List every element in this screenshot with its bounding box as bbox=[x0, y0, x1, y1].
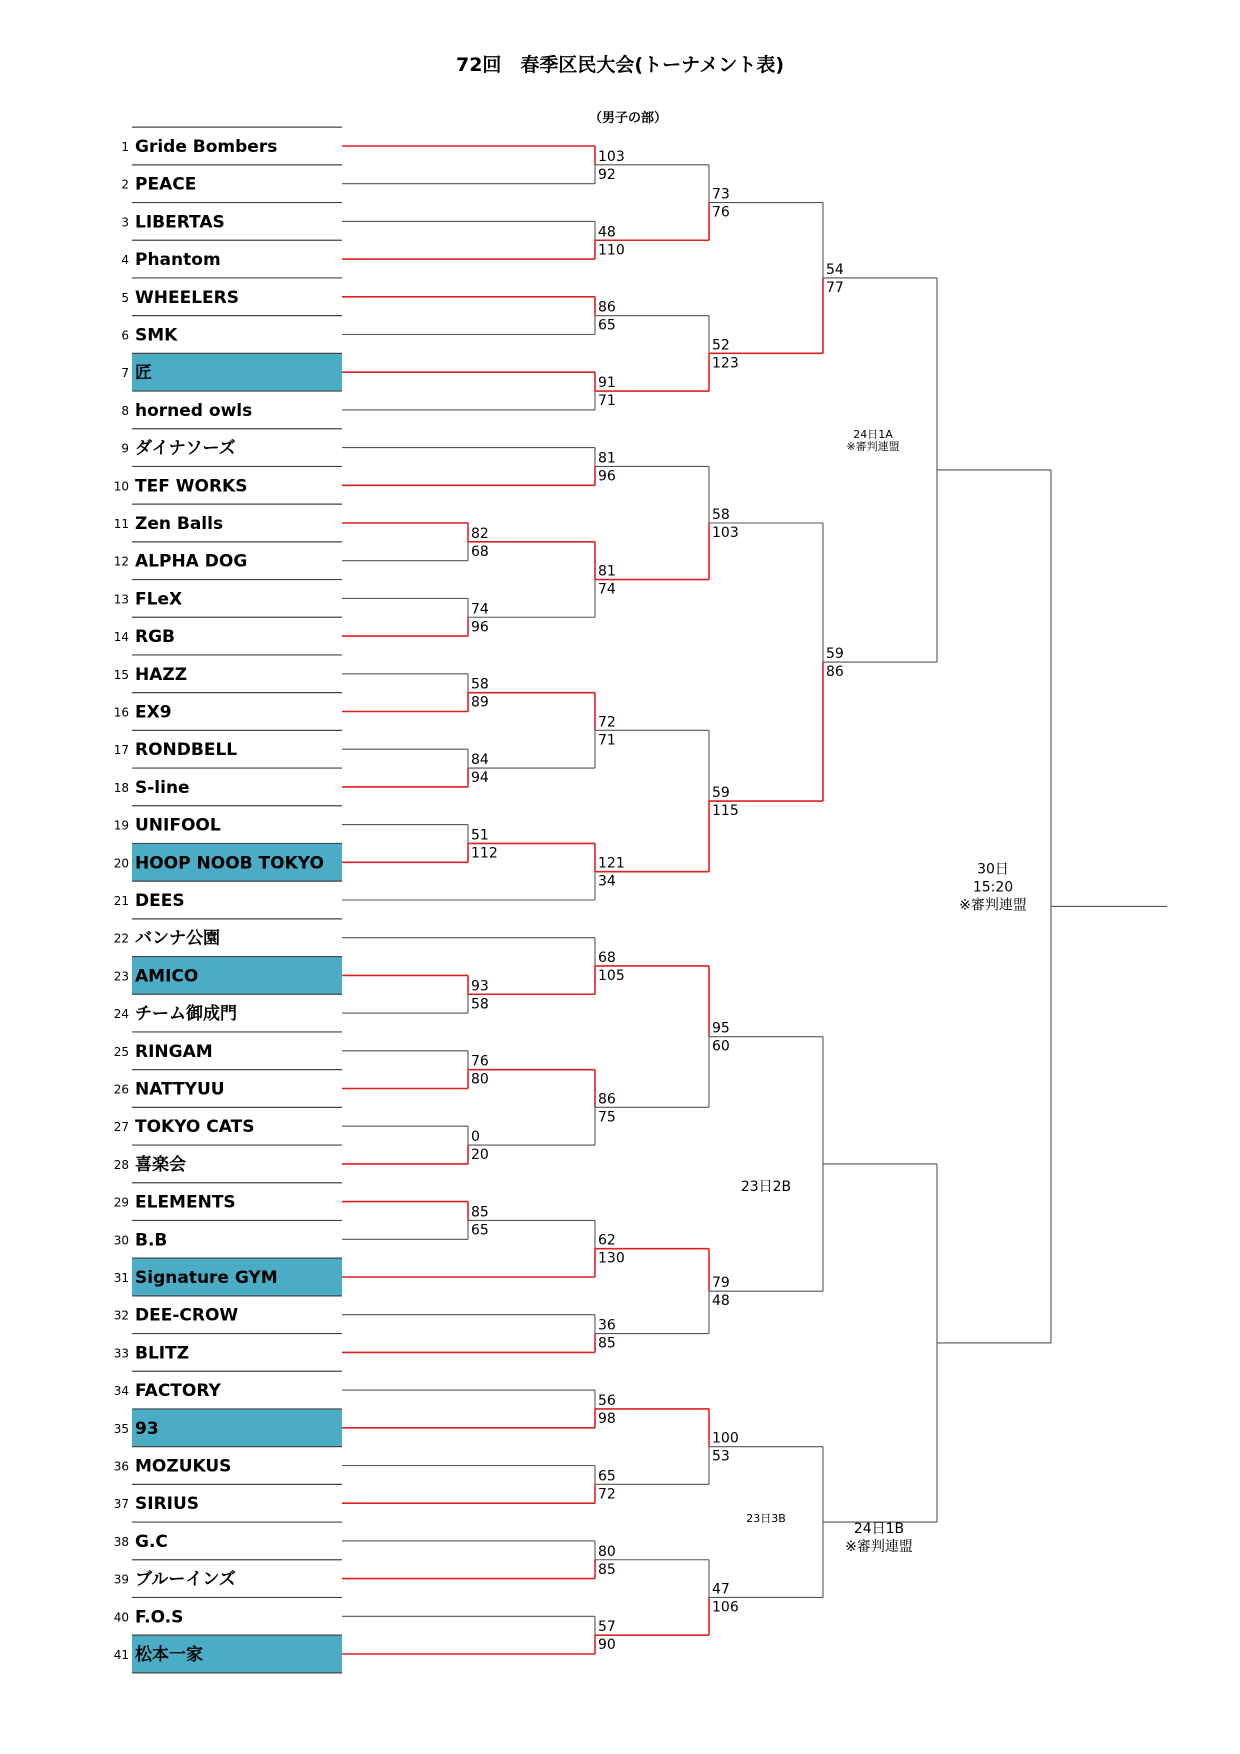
team-seed: 36 bbox=[113, 1459, 129, 1474]
team-name: NATTYUU bbox=[135, 1079, 225, 1100]
score-a: 81 bbox=[598, 450, 616, 467]
score-b: 89 bbox=[471, 694, 489, 711]
team-seed: 35 bbox=[113, 1421, 129, 1436]
team-name: G.C bbox=[135, 1531, 168, 1552]
team-seed: 9 bbox=[121, 441, 129, 456]
team-seed: 26 bbox=[113, 1082, 129, 1097]
team-seed: 40 bbox=[113, 1610, 129, 1625]
score-a: 48 bbox=[598, 224, 616, 241]
team-seed: 22 bbox=[113, 931, 129, 946]
team-seed: 4 bbox=[121, 253, 129, 268]
team-seed: 12 bbox=[113, 554, 129, 569]
team-name: LIBERTAS bbox=[135, 212, 225, 233]
score-b: 20 bbox=[471, 1147, 489, 1164]
score-a: 81 bbox=[598, 563, 616, 580]
score-b: 75 bbox=[598, 1109, 616, 1126]
team-name: FLeX bbox=[135, 589, 183, 610]
team-name: AMICO bbox=[135, 966, 199, 987]
score-a: 91 bbox=[598, 375, 616, 392]
schedule-note: ※審判連盟 bbox=[846, 439, 900, 453]
score-b: 123 bbox=[712, 355, 739, 372]
team-seed: 41 bbox=[113, 1648, 129, 1662]
team-name: Gride Bombers bbox=[135, 137, 278, 157]
score-b: 71 bbox=[598, 393, 616, 410]
score-b: 76 bbox=[712, 204, 730, 221]
team-name: Zen Balls bbox=[135, 514, 224, 534]
team-name: ダイナソーズ bbox=[135, 438, 236, 459]
team-name: 松本一家 bbox=[135, 1645, 203, 1665]
team-name: F.O.S bbox=[135, 1607, 184, 1628]
score-b: 103 bbox=[712, 525, 739, 541]
schedule-note: 15:20 bbox=[972, 879, 1014, 896]
team-seed: 25 bbox=[113, 1044, 129, 1059]
team-name: チーム御成門 bbox=[135, 1004, 237, 1025]
score-b: 105 bbox=[598, 967, 625, 984]
score-a: 0 bbox=[471, 1129, 480, 1146]
team-seed: 18 bbox=[113, 780, 129, 795]
score-b: 86 bbox=[826, 664, 844, 681]
team-seed: 29 bbox=[113, 1195, 129, 1210]
score-b: 115 bbox=[712, 803, 739, 820]
team-name: UNIFOOL bbox=[135, 815, 221, 836]
team-name: TOKYO CATS bbox=[135, 1117, 255, 1138]
team-name: PEACE bbox=[135, 174, 197, 195]
team-seed: 21 bbox=[113, 894, 129, 908]
schedule-note: 30日 bbox=[977, 861, 1009, 878]
score-b: 90 bbox=[598, 1637, 616, 1654]
score-a: 100 bbox=[712, 1430, 739, 1447]
team-seed: 10 bbox=[113, 479, 129, 494]
team-name: SIRIUS bbox=[135, 1494, 200, 1515]
team-name: RONDBELL bbox=[135, 740, 238, 761]
score-a: 79 bbox=[712, 1275, 730, 1292]
team-name: BLITZ bbox=[135, 1343, 190, 1364]
team-seed: 6 bbox=[121, 328, 129, 343]
team-seed: 8 bbox=[121, 403, 129, 418]
team-name: RINGAM bbox=[135, 1041, 213, 1062]
score-a: 68 bbox=[598, 949, 616, 966]
team-name: horned owls bbox=[135, 400, 253, 421]
team-name: 93 bbox=[135, 1418, 159, 1439]
team-name: FACTORY bbox=[135, 1381, 221, 1402]
score-b: 65 bbox=[471, 1222, 489, 1239]
schedule-note: 24日1A bbox=[853, 427, 893, 441]
team-name: TEF WORKS bbox=[135, 476, 248, 497]
schedule-note: ※審判連盟 bbox=[959, 897, 1027, 914]
team-seed: 24 bbox=[113, 1007, 129, 1022]
score-b: 65 bbox=[598, 317, 616, 334]
score-a: 86 bbox=[598, 1091, 616, 1108]
score-b: 53 bbox=[712, 1448, 730, 1465]
team-seed: 30 bbox=[113, 1233, 129, 1248]
team-name: RGB bbox=[135, 627, 176, 648]
team-highlight bbox=[132, 1409, 342, 1447]
team-name: バンナ公園 bbox=[135, 928, 220, 949]
team-seed: 27 bbox=[113, 1120, 129, 1135]
score-b: 96 bbox=[598, 468, 616, 485]
team-seed: 19 bbox=[113, 818, 129, 833]
score-a: 72 bbox=[598, 714, 616, 731]
team-seed: 11 bbox=[113, 517, 129, 531]
score-b: 110 bbox=[598, 242, 625, 259]
team-name: 喜楽会 bbox=[135, 1154, 186, 1175]
score-b: 68 bbox=[471, 543, 489, 560]
score-a: 80 bbox=[598, 1543, 616, 1560]
team-name: WHEELERS bbox=[135, 287, 239, 308]
schedule-note: 23日2B bbox=[740, 1178, 792, 1195]
score-b: 130 bbox=[598, 1250, 625, 1267]
team-seed: 34 bbox=[113, 1384, 129, 1399]
team-name: DEE-CROW bbox=[135, 1305, 239, 1326]
team-name: EX9 bbox=[135, 702, 172, 723]
score-b: 48 bbox=[712, 1293, 730, 1310]
schedule-note: ※審判連盟 bbox=[845, 1538, 913, 1555]
schedule-note: 24日1B bbox=[853, 1520, 905, 1537]
score-a: 85 bbox=[471, 1204, 489, 1221]
score-a: 95 bbox=[712, 1020, 730, 1037]
score-a: 54 bbox=[826, 261, 844, 278]
team-name: MOZUKUS bbox=[135, 1456, 232, 1477]
team-name: 匠 bbox=[135, 363, 152, 384]
score-b: 85 bbox=[598, 1561, 616, 1578]
score-b: 94 bbox=[471, 770, 489, 787]
score-a: 103 bbox=[598, 148, 625, 165]
score-b: 60 bbox=[712, 1038, 730, 1055]
team-seed: 37 bbox=[113, 1497, 129, 1512]
team-seed: 15 bbox=[113, 667, 129, 682]
team-name: HOOP NOOB TOKYO bbox=[135, 853, 324, 874]
team-seed: 17 bbox=[113, 743, 129, 758]
score-a: 59 bbox=[712, 785, 730, 802]
team-seed: 14 bbox=[113, 630, 129, 645]
score-a: 52 bbox=[712, 337, 730, 354]
score-a: 73 bbox=[712, 186, 730, 203]
score-b: 80 bbox=[471, 1071, 489, 1088]
team-name: HAZZ bbox=[135, 664, 188, 685]
team-seed: 33 bbox=[113, 1346, 129, 1361]
score-a: 84 bbox=[471, 752, 489, 769]
score-b: 72 bbox=[598, 1486, 616, 1503]
team-name: DEES bbox=[135, 891, 185, 911]
team-seed: 1 bbox=[121, 140, 129, 154]
score-a: 36 bbox=[598, 1317, 616, 1334]
team-seed: 2 bbox=[121, 177, 129, 192]
team-seed: 7 bbox=[121, 366, 129, 381]
score-b: 74 bbox=[598, 581, 616, 598]
page-title: 72回 春季区民大会(トーナメント表) bbox=[455, 54, 785, 76]
team-name: Phantom bbox=[135, 250, 221, 271]
team-seed: 16 bbox=[113, 705, 129, 720]
score-b: 98 bbox=[598, 1410, 616, 1427]
team-seed: 5 bbox=[121, 290, 129, 305]
team-seed: 38 bbox=[113, 1534, 129, 1549]
score-a: 59 bbox=[826, 646, 844, 663]
score-b: 106 bbox=[712, 1599, 739, 1616]
team-seed: 32 bbox=[113, 1308, 129, 1323]
score-a: 56 bbox=[598, 1392, 616, 1409]
team-seed: 3 bbox=[121, 215, 129, 230]
score-a: 93 bbox=[471, 978, 489, 995]
score-b: 96 bbox=[471, 619, 489, 636]
score-b: 77 bbox=[826, 279, 844, 296]
score-b: 58 bbox=[471, 996, 489, 1013]
score-a: 58 bbox=[471, 676, 489, 693]
team-name: SMK bbox=[135, 325, 178, 346]
team-name: ALPHA DOG bbox=[135, 551, 248, 572]
team-seed: 31 bbox=[113, 1271, 129, 1285]
team-name: Signature GYM bbox=[135, 1268, 278, 1288]
score-a: 74 bbox=[471, 601, 489, 618]
score-a: 86 bbox=[598, 299, 616, 316]
score-b: 71 bbox=[598, 732, 616, 749]
team-name: S-line bbox=[135, 777, 190, 798]
score-a: 82 bbox=[471, 525, 489, 542]
team-name: B.B bbox=[135, 1230, 168, 1251]
score-b: 34 bbox=[598, 873, 616, 890]
score-a: 76 bbox=[471, 1053, 489, 1070]
score-a: 51 bbox=[471, 827, 489, 844]
team-seed: 13 bbox=[113, 592, 129, 607]
team-seed: 23 bbox=[113, 969, 129, 984]
team-name: ELEMENTS bbox=[135, 1192, 236, 1213]
score-a: 121 bbox=[598, 855, 625, 872]
score-a: 57 bbox=[598, 1619, 616, 1636]
team-seed: 20 bbox=[113, 856, 129, 871]
schedule-note: 23日3B bbox=[746, 1512, 786, 1526]
score-a: 65 bbox=[598, 1468, 616, 1485]
team-highlight bbox=[132, 353, 342, 391]
score-a: 47 bbox=[712, 1581, 730, 1598]
team-seed: 28 bbox=[113, 1157, 129, 1172]
score-a: 62 bbox=[598, 1232, 616, 1249]
bracket-division-label: （男子の部） bbox=[588, 111, 667, 126]
score-a: 58 bbox=[712, 507, 730, 523]
team-seed: 39 bbox=[113, 1572, 129, 1587]
score-b: 85 bbox=[598, 1335, 616, 1352]
team-name: ブルーインズ bbox=[135, 1569, 236, 1590]
score-b: 92 bbox=[598, 166, 616, 183]
score-b: 112 bbox=[471, 845, 498, 862]
